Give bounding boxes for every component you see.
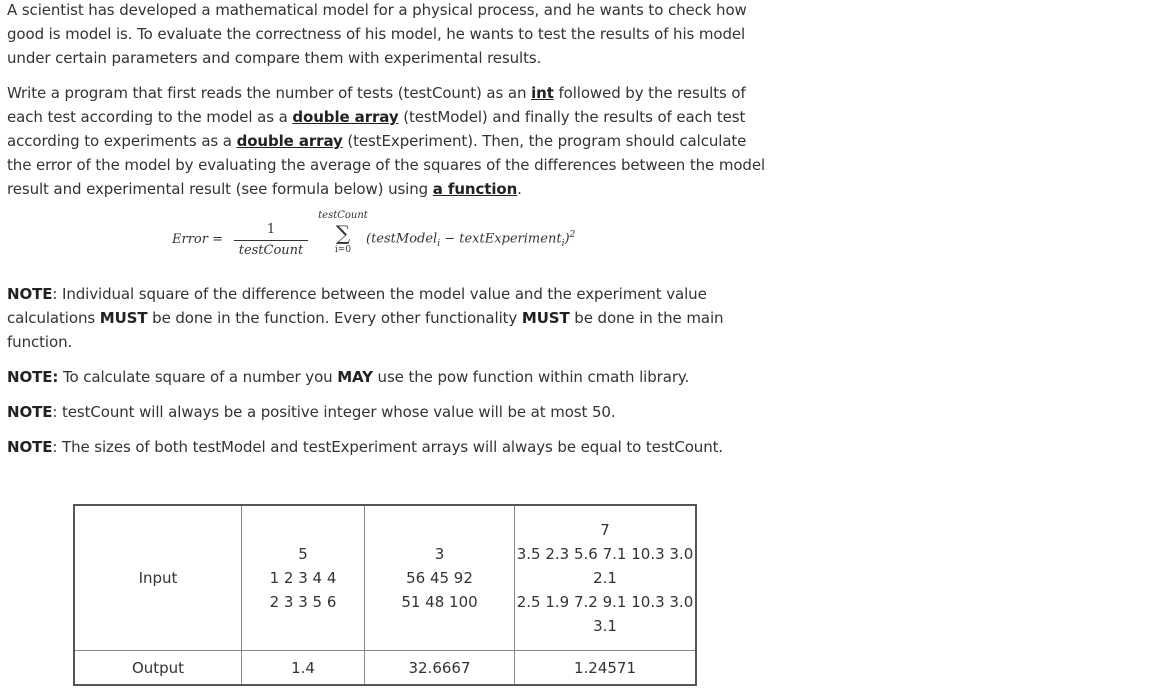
keyword-double-array: double array <box>236 132 343 150</box>
input-line: 5 <box>298 545 308 563</box>
example-3-input <box>515 505 697 651</box>
examples-table <box>73 504 697 686</box>
formula-term: (testModel <box>366 231 438 247</box>
formula-term: − textExperiment <box>440 231 562 247</box>
example-2-input <box>365 505 515 651</box>
input-line: 56 45 92 <box>406 569 473 587</box>
task-text: (testExperiment). Then, the program should calculate the error of the model by evaluating the average of the squares of the differences between the model result and experimental result (see formula below) using <box>7 132 766 198</box>
note-label: NOTE <box>7 403 53 421</box>
input-line: 3.1 <box>593 617 617 635</box>
formula-subscript: i <box>437 238 441 249</box>
note-text: use the pow function within cmath library. <box>372 368 690 386</box>
error-formula <box>172 210 632 270</box>
formula-denominator: testCount <box>238 243 304 258</box>
example-3-output: 1.24571 <box>515 651 697 686</box>
task-text: (testModel) and finally the results of each test according to experiments as a <box>7 108 746 150</box>
formula-exponent: 2 <box>569 230 576 240</box>
input-line: 1 2 3 4 4 <box>269 569 337 587</box>
task-text: Write a program that first reads the number of tests (testCount) as an <box>7 84 532 102</box>
table-row-input <box>74 505 696 651</box>
input-line: 51 48 100 <box>401 593 478 611</box>
sum-lower-limit: i=0 <box>334 245 352 255</box>
note-text: : Individual square of the difference between the model value and the experiment value calculations <box>7 285 707 327</box>
keyword-function: a function <box>432 180 518 198</box>
fraction-bar <box>234 240 308 241</box>
note-label: NOTE: <box>7 368 59 386</box>
note-text: To calculate square of a number you <box>58 368 338 386</box>
input-line: 3.5 2.3 5.6 7.1 10.3 3.0 <box>516 545 694 563</box>
input-line: 2.1 <box>593 569 617 587</box>
note-label: NOTE <box>7 285 53 303</box>
formula-subscript: i <box>561 238 565 249</box>
formula-term: ) <box>564 231 570 247</box>
sigma-symbol: ∑ <box>335 221 351 245</box>
example-2-output: 32.6667 <box>365 651 515 686</box>
note-text: be done in the function. Every other functionality <box>147 309 522 327</box>
keyword-int: int <box>531 84 554 102</box>
formula-numerator: 1 <box>266 222 276 237</box>
task-text: . <box>517 180 522 198</box>
task-paragraph <box>7 81 767 201</box>
note-pow <box>7 365 767 389</box>
input-line: 2.5 1.9 7.2 9.1 10.3 3.0 <box>516 593 694 611</box>
note-emphasis: MAY <box>337 368 373 386</box>
note-label: NOTE <box>7 438 53 456</box>
input-header-cell: Input <box>74 505 242 651</box>
example-1-output: 1.4 <box>242 651 365 686</box>
table-row-output <box>74 651 696 686</box>
note-array-sizes <box>7 435 767 459</box>
intro-paragraph: A scientist has developed a mathematical model for a physical process, and he wants to check how good is model is. To evaluate the correctness of his model, he wants to test the results of his model under certain parameters and compare them with experimental results. <box>7 1 747 67</box>
output-header-cell: Output <box>74 651 242 686</box>
input-line: 7 <box>600 521 610 539</box>
note-text: : The sizes of both testModel and testExperiment arrays will always be equal to testCount. <box>52 438 724 456</box>
task-text: followed by the results of each test according to the model as a <box>7 84 746 126</box>
note-emphasis: MUST <box>521 309 570 327</box>
formula-summation <box>318 210 368 256</box>
note-emphasis: MUST <box>99 309 148 327</box>
keyword-double-array: double array <box>292 108 399 126</box>
formula-body <box>366 230 575 249</box>
formula-lhs: Error = <box>172 232 223 247</box>
note-text: be done in the main function. <box>7 309 724 351</box>
formula-fraction <box>234 222 308 259</box>
input-line: 3 <box>434 545 445 563</box>
input-line: 2 3 3 5 6 <box>269 593 337 611</box>
example-1-input <box>242 505 365 651</box>
note-text: : testCount will always be a positive integer whose value will be at most 50. <box>52 403 616 421</box>
note-testcount <box>7 400 767 424</box>
sum-upper-limit: testCount <box>318 210 368 221</box>
note-function <box>7 282 727 354</box>
